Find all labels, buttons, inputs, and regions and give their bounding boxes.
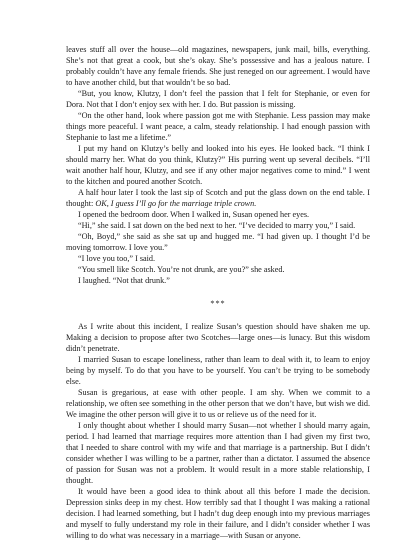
paragraph: Susan is gregarious, at ease with other people. I am shy. When we commit to a relationship, we often see something in the other person that we don’t have, but wish we did. We imagine the other person will give it to us or relieve us of the need for it. [66,388,370,419]
paragraph: I only thought about whether I should marry Susan—not whether I should marry again, period. I had learned that marriage requires more attention than I had given my first two, that I needed to share control with my wife and that marriage is a partnership. But I didn’t consider whether I was willing to be a partner, rather than a dictator. I assumed the absence of passion for Susan was not a problem. It would result in a more stable relationship, I thought. [66,421,370,485]
paragraph-text: A half hour later I took the last sip of Scotch and put the glass down on the end table. I thought: [66,188,370,208]
paragraph: I married Susan to escape loneliness, rather than learn to deal with it, to learn to enjoy being by myself. To do that you have to be yourself. You can’t be trying to be somebody else. [66,355,370,386]
paragraph: As I write about this incident, I realize Susan’s question should have shaken me up. Making a decision to propose after two Scotches—large ones—is lunacy. But this wisdom didn’t penetrate. [66,322,370,353]
paragraph: “I love you too,” I said. [78,254,156,263]
paragraph: “Hi,” she said. I sat down on the bed next to her. “I’ve decided to marry you,” I said. [78,221,356,230]
paragraph: “Oh, Boyd,” she said as she sat up and hugged me. “I had given up. I thought I’d be moving tomorrow. I love you.” [66,232,370,252]
paragraph: leaves stuff all over the house—old magazines, newspapers, junk mail, bills, everything. She’s not that great a cook, but she’s okay. She’s possessive and has a jealous nature. I probably couldn’t have any female friends. She just reneged on our agreement. I would have to have another child, but that wouldn’t be so bad. [66,45,370,87]
paragraph [66,187,370,209]
paragraph: “On the other hand, look where passion got me with Stephanie. Less passion may make things more peaceful. I want peace, a calm, steady relationship. I had enough passion with Stephanie to last me a lifetime.” [66,111,370,142]
section-separator: *** [210,299,226,308]
paragraph: It would have been a good idea to think about all this before I made the decision. Depression sinks deep in my chest. How terribly sad that I thought I was making a rational decision. I had learned something, but I hadn’t dug deep enough into my previous marriages and myself to fully understand my role in their failure, and I didn’t consider whether I was willing to do what was necessary in a marriage—with Susan or anyone. [66,487,370,540]
italic-thought: OK, I guess I’ll go for the marriage triple crown. [95,199,257,208]
paragraph: “You smell like Scotch. You’re not drunk, are you?” she asked. [78,265,285,274]
paragraph: “But, you know, Klutzy, I don’t feel the passion that I felt for Stephanie, or even for Dora. Not that I don’t enjoy sex with her. I do. But passion is missing. [66,89,370,109]
paragraph: I opened the bedroom door. When I walked in, Susan opened her eyes. [78,210,310,219]
paragraph: I put my hand on Klutzy’s belly and looked into his eyes. He looked back. “I think I should marry her. What do you think, Klutzy?” His purring went up several decibels. “I’ll wait another half hour, Klutzy, and see if any other major negatives come to mind.” I went to the kitchen and poured another Scotch. [66,144,370,186]
paragraph: I laughed. “Not that drunk.” [78,276,170,285]
